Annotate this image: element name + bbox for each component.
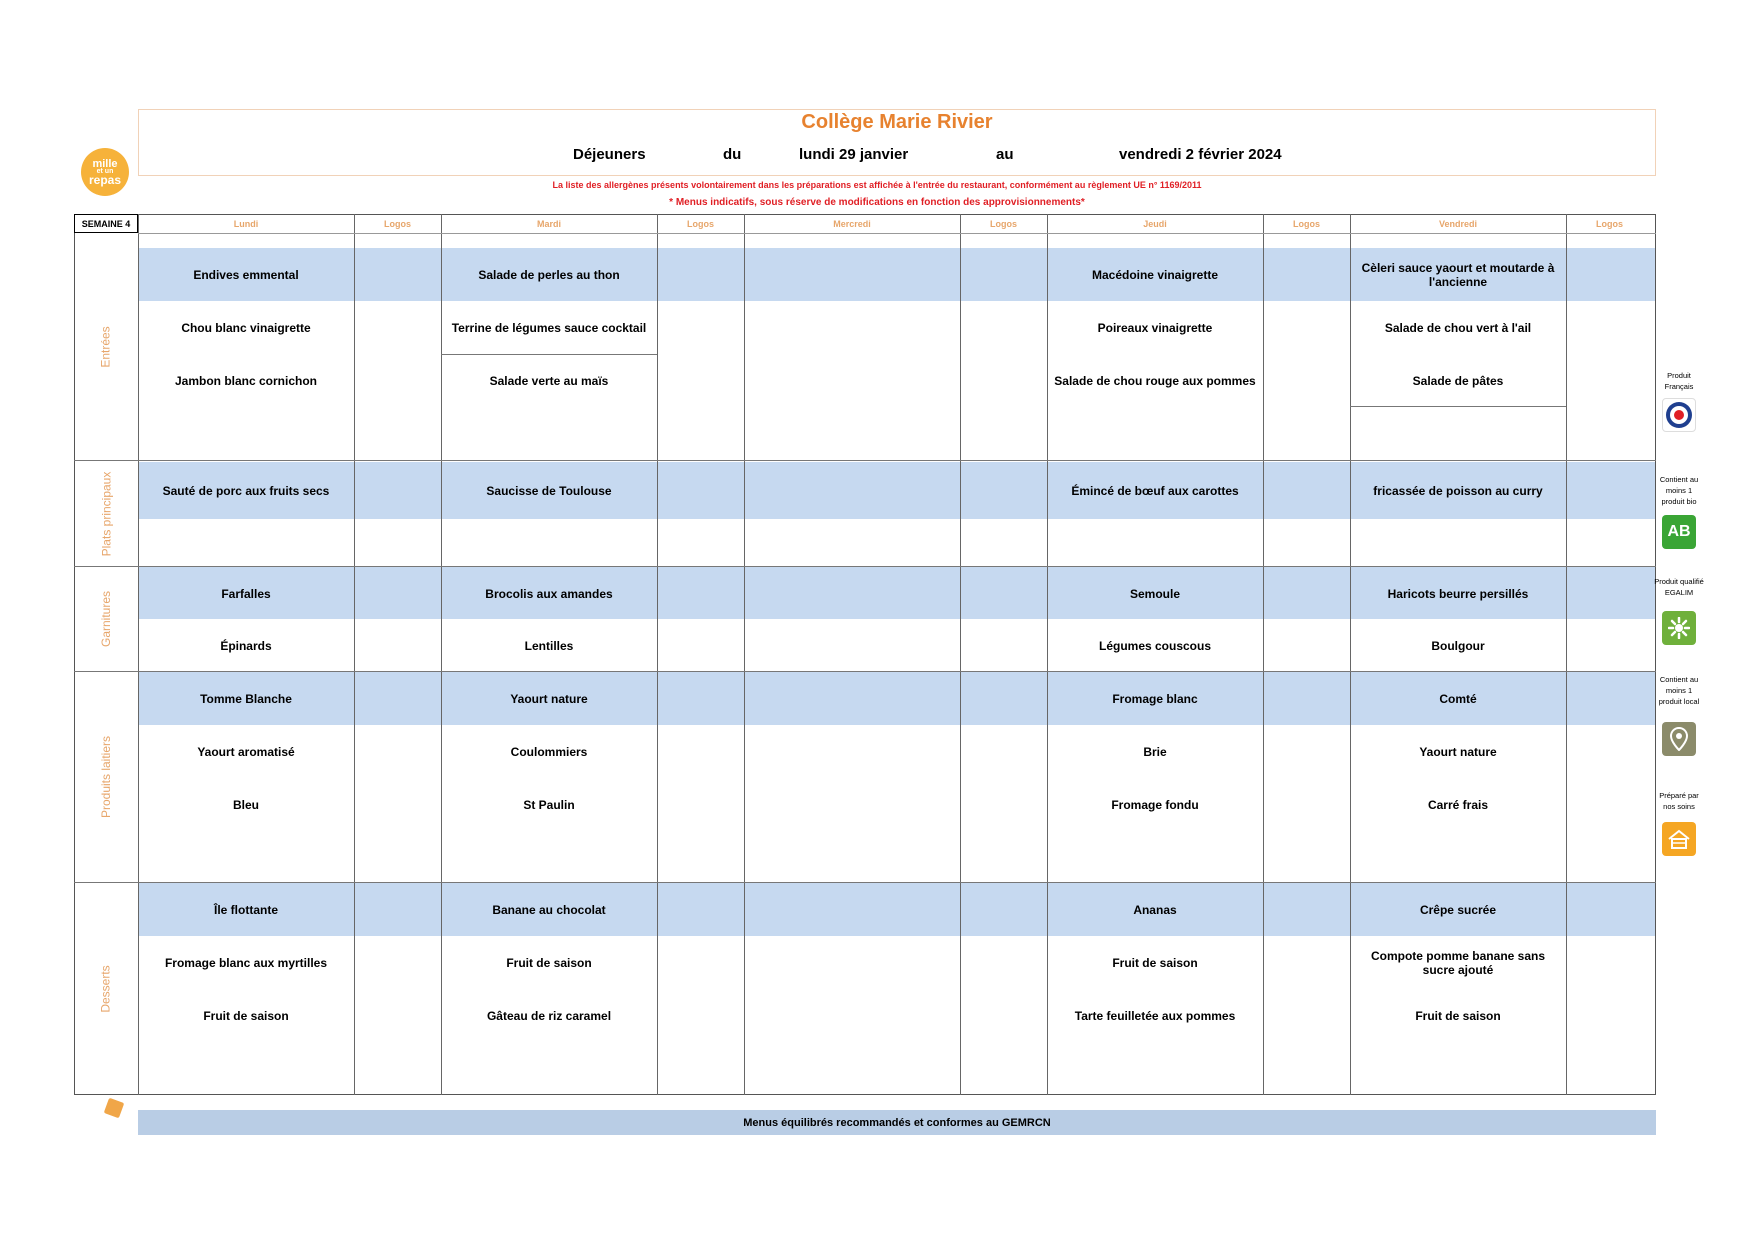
legend-label-egalim: Produit qualifié EGALIM — [1654, 577, 1704, 597]
from-label: du — [723, 146, 742, 163]
to-label: au — [996, 146, 1014, 163]
legend-label-homemade: Préparé par nos soins — [1659, 791, 1699, 811]
dish-lundi-garniture-2: Épinards — [220, 638, 272, 653]
header-logos: Logos — [1293, 218, 1320, 229]
dish-jeudi-laitier-2: Brie — [1143, 744, 1167, 759]
dish-mardi-laitier-1: Yaourt nature — [510, 691, 588, 706]
grid-line — [744, 214, 745, 1095]
dish-jeudi-dessert-1: Ananas — [1133, 902, 1177, 917]
category-entrees — [74, 234, 138, 460]
header-mercredi: Mercredi — [833, 218, 871, 229]
header-logos: Logos — [990, 218, 1017, 229]
dish-lundi-laitier-2: Yaourt aromatisé — [197, 744, 295, 759]
dish-mardi-entree-2: Terrine de légumes sauce cocktail — [451, 320, 647, 335]
dish-mardi-laitier-3: St Paulin — [523, 797, 575, 812]
header-lundi: Lundi — [233, 218, 259, 229]
dish-lundi-laitier-3: Bleu — [232, 797, 259, 812]
logo-text-2: et un — [96, 168, 114, 175]
dish-vendredi-garniture-1: Haricots beurre persillés — [1387, 586, 1529, 601]
grid-line — [1263, 214, 1264, 1095]
dish-vendredi-dessert-1: Crêpe sucrée — [1419, 902, 1497, 917]
header-logos: Logos — [384, 218, 411, 229]
dish-lundi-entree-3: Jambon blanc cornichon — [174, 373, 318, 388]
grid-line — [138, 233, 1656, 234]
grid-line — [1566, 214, 1567, 1095]
dish-lundi-dessert-2: Fromage blanc aux myrtilles — [164, 955, 328, 970]
dish-vendredi-laitier-2: Yaourt nature — [1419, 744, 1497, 759]
category-label: Desserts — [99, 965, 113, 1013]
dish-lundi-plat-1: Sauté de porc aux fruits secs — [162, 483, 330, 498]
gemrcn-icon — [104, 1098, 125, 1119]
dish-vendredi-entree-2: Salade de chou vert à l'ail — [1384, 320, 1532, 335]
indicative-notice: * Menus indicatifs, sous réserve de modifications en fonction des approvisionnements* — [669, 197, 1085, 208]
egalim-icon — [1662, 611, 1696, 645]
dish-mardi-entree-3: Salade verte au maïs — [489, 373, 609, 388]
homemade-icon — [1662, 822, 1696, 856]
grid-line — [657, 214, 658, 1095]
school-title: Collège Marie Rivier — [801, 111, 993, 133]
logo-text-1: mille — [92, 158, 118, 170]
category-plats — [74, 461, 138, 566]
footer-note: Menus équilibrés recommandés et conformes au GEMRCN — [138, 1110, 1656, 1135]
allergen-notice: La liste des allergènes présents volontairement dans les préparations est affichée à l'entrée du restaurant, conformément au règlement UE n° 1169/2011 — [552, 180, 1202, 190]
dish-vendredi-laitier-1: Comté — [1439, 691, 1477, 706]
dish-mardi-laitier-2: Coulommiers — [510, 744, 588, 759]
start-date: lundi 29 janvier — [799, 146, 909, 163]
legend-label-local: Contient au moins 1 produit local — [1658, 675, 1700, 706]
dish-mardi-plat-1: Saucisse de Toulouse — [486, 483, 612, 498]
dish-jeudi-entree-1: Macédoine vinaigrette — [1091, 267, 1219, 282]
dish-vendredi-entree-1: Cèleri sauce yaourt et moutarde à l'ancienne — [1361, 260, 1555, 289]
legend-label-organic: Contient au moins 1 produit bio — [1659, 475, 1699, 506]
dish-jeudi-laitier-1: Fromage blanc — [1112, 691, 1198, 706]
dish-lundi-dessert-1: Île flottante — [213, 902, 278, 917]
dish-lundi-entree-2: Chou blanc vinaigrette — [181, 320, 311, 335]
dish-jeudi-entree-2: Poireaux vinaigrette — [1097, 320, 1213, 335]
logo-text-3: repas — [88, 173, 122, 187]
dish-jeudi-entree-3: Salade de chou rouge aux pommes — [1054, 373, 1256, 388]
dish-mardi-entree-1: Salade de perles au thon — [478, 267, 620, 282]
dish-jeudi-garniture-2: Légumes couscous — [1098, 638, 1212, 653]
dish-lundi-entree-1: Endives emmental — [193, 267, 299, 282]
grid-line — [74, 460, 1656, 461]
dish-vendredi-garniture-2: Boulgour — [1431, 638, 1485, 653]
category-label: Produits laitiers — [99, 735, 113, 819]
dish-jeudi-laitier-3: Fromage fondu — [1111, 797, 1199, 812]
category-laitiers — [74, 672, 138, 882]
header-logos: Logos — [1596, 218, 1623, 229]
header-jeudi: Jeudi — [1143, 218, 1167, 229]
dish-jeudi-plat-1: Émincé de bœuf aux carottes — [1071, 483, 1239, 498]
dish-jeudi-dessert-2: Fruit de saison — [1112, 955, 1198, 970]
dish-lundi-dessert-3: Fruit de saison — [203, 1008, 289, 1023]
french-product-icon — [1662, 398, 1696, 432]
dish-vendredi-plat-1: fricassée de poisson au curry — [1373, 483, 1543, 498]
dish-mardi-dessert-3: Gâteau de riz caramel — [486, 1008, 612, 1023]
category-label: Entrées — [98, 326, 113, 368]
dish-jeudi-garniture-1: Semoule — [1129, 586, 1180, 601]
category-desserts — [74, 883, 138, 1095]
week-label: SEMAINE 4 — [74, 214, 138, 233]
grid-line — [960, 214, 961, 1095]
dish-mardi-garniture-2: Lentilles — [524, 638, 574, 653]
dish-mardi-dessert-1: Banane au chocolat — [492, 902, 606, 917]
dish-vendredi-laitier-3: Carré frais — [1427, 797, 1489, 812]
end-date: vendredi 2 février 2024 — [1119, 146, 1282, 163]
category-label: Garnitures — [99, 590, 113, 648]
legend-label-french: Produit Français — [1664, 371, 1694, 391]
meal-label: Déjeuners — [573, 146, 646, 163]
header-mardi: Mardi — [536, 218, 561, 229]
dish-mardi-dessert-2: Fruit de saison — [506, 955, 592, 970]
category-garnitures — [74, 567, 138, 671]
grid-line — [354, 214, 355, 1095]
organic-ab-icon: AB — [1662, 515, 1696, 549]
dish-vendredi-entree-3: Salade de pâtes — [1412, 373, 1504, 388]
local-pin-icon — [1662, 722, 1696, 756]
category-label: Plats principaux — [99, 471, 113, 556]
dish-vendredi-dessert-2: Compote pomme banane sans sucre ajouté — [1370, 948, 1546, 977]
dish-mardi-garniture-1: Brocolis aux amandes — [485, 586, 613, 601]
header-vendredi: Vendredi — [1438, 218, 1477, 229]
header-logos: Logos — [687, 218, 714, 229]
dish-lundi-garniture-1: Farfalles — [221, 586, 271, 601]
dish-jeudi-dessert-3: Tarte feuilletée aux pommes — [1074, 1008, 1236, 1023]
dish-lundi-laitier-1: Tomme Blanche — [200, 691, 292, 706]
dish-vendredi-dessert-3: Fruit de saison — [1415, 1008, 1501, 1023]
menu-header — [138, 109, 1656, 176]
